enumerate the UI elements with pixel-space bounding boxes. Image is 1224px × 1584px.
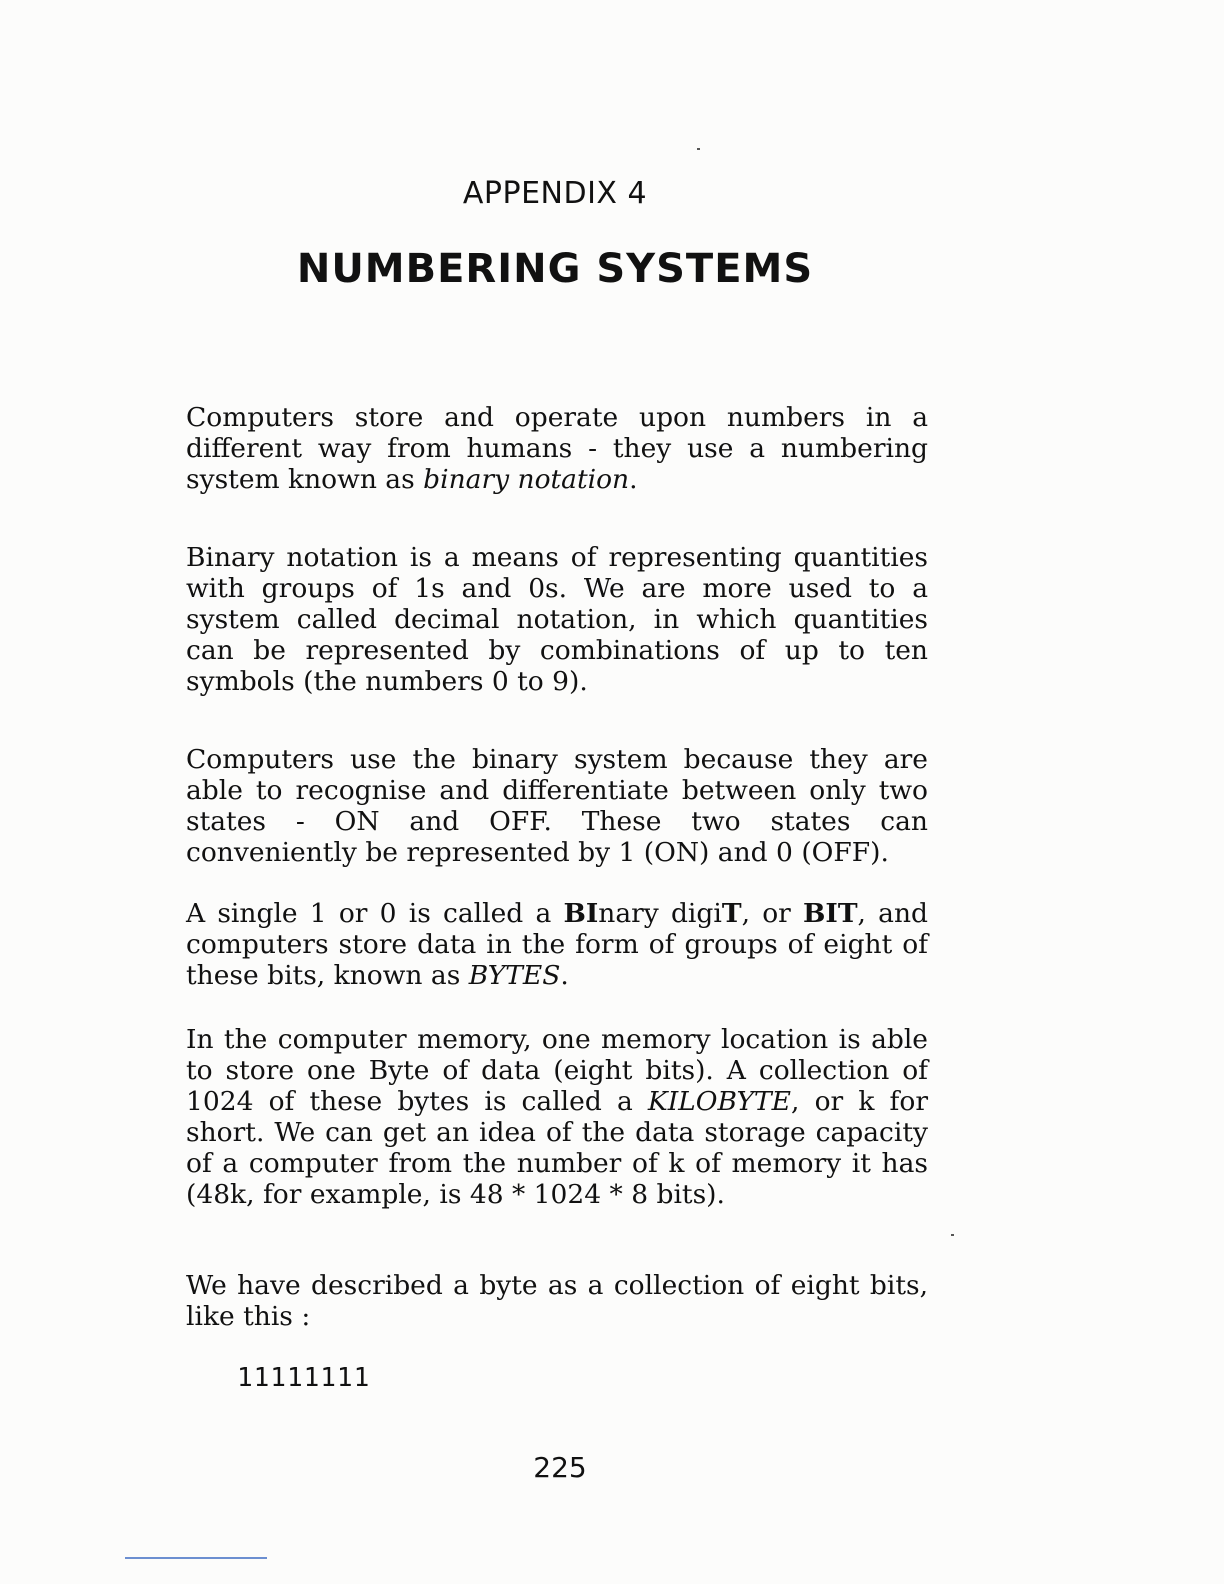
paragraph-4 — [186, 898, 928, 991]
paragraph-4-emphasis: BYTES — [468, 960, 561, 991]
paragraph-5-text-2: , or k for short. We can get an idea of the data storage capacity of a computer from the number of k of memory it has (48k, for example, is 48 * 1024 * 8 bits). — [186, 1086, 928, 1210]
paragraph-4-bold-3: BIT — [803, 898, 858, 929]
paragraph-1-end: . — [629, 464, 638, 495]
scan-edge-line — [125, 1557, 267, 1559]
paragraph-6: We have described a byte as a collection of eight bits, like this : — [186, 1270, 928, 1332]
paragraph-5-emphasis: KILOBYTE — [647, 1086, 792, 1117]
paragraph-4-bold-2: T — [721, 898, 742, 929]
paragraph-4-text-5: . — [560, 960, 569, 991]
paragraph-4-text-2: nary digi — [598, 898, 722, 929]
scan-speck — [951, 1234, 954, 1236]
paragraph-1-emphasis: binary notation — [423, 464, 630, 495]
paragraph-2: Binary notation is a means of representing quantities with groups of 1s and 0s. We are more used to a system called decimal notation, in which quantities can be represented by combinations of up to ten symbols (the numbers 0 to 9). — [186, 542, 928, 697]
paragraph-4-bold-1: BI — [563, 898, 599, 929]
appendix-label: APPENDIX 4 — [462, 176, 648, 211]
page-title: NUMBERING SYSTEMS — [296, 246, 814, 292]
paragraph-1 — [186, 402, 928, 495]
paragraph-4-text-3: , or — [741, 898, 804, 929]
paragraph-5-text-1: In the computer memory, one memory location is able to store one Byte of data (eight bits). A collection of 1024 of these bytes is called a — [186, 1024, 928, 1117]
paragraph-5 — [186, 1024, 928, 1210]
scan-speck — [697, 148, 700, 150]
paragraph-1-text: Computers store and operate upon numbers in a different way from humans - they use a numbering system known as — [186, 402, 928, 495]
paragraph-4-text-1: A single 1 or 0 is called a — [186, 898, 564, 929]
paragraph-3: Computers use the binary system because they are able to recognise and differentiate between only two states - ON and OFF. These two states can conveniently be represented by 1 (ON) and 0 (OFF). — [186, 744, 928, 868]
page-number: 225 — [533, 1451, 587, 1484]
paragraph-4-text-4: , and computers store data in the form of groups of eight of these bits, known as — [186, 898, 928, 991]
binary-example: 11111111 — [237, 1363, 371, 1393]
